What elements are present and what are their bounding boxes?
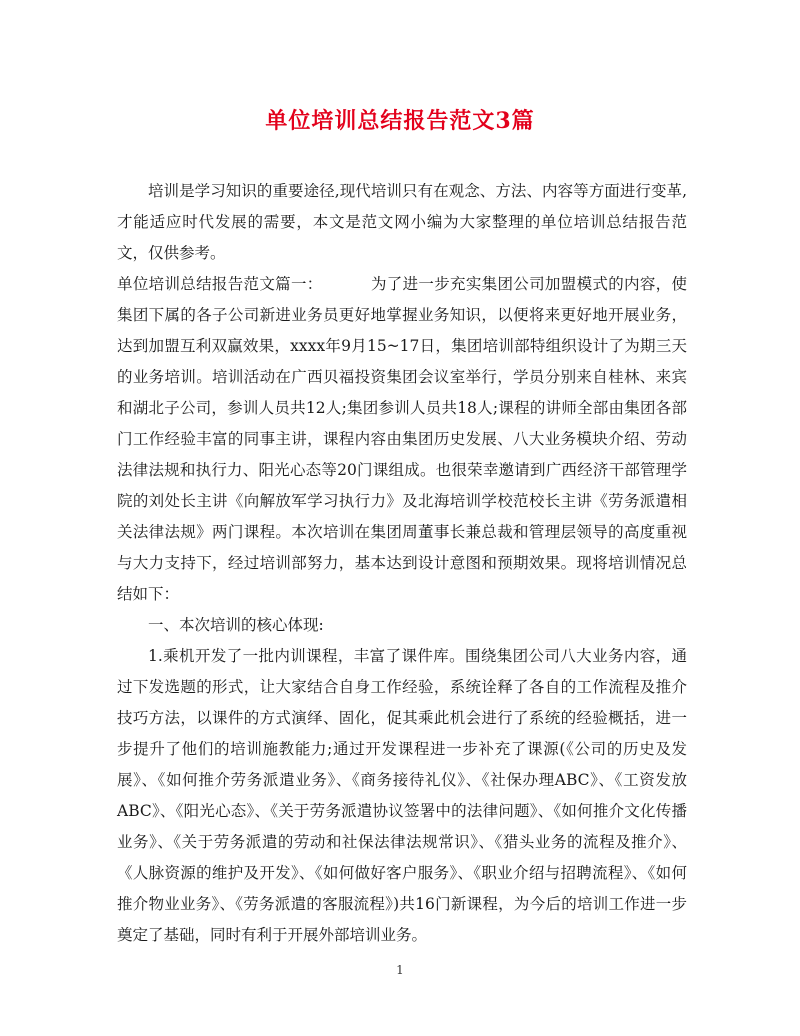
intro-paragraph: 培训是学习知识的重要途径,现代培训只有在观念、方法、内容等方面进行变革,才能适应时代发展的需要，本文是范文网小编为大家整理的单位培训总结报告范文，仅供参考。 bbox=[117, 182, 687, 262]
document-title: 单位培训总结报告范文3篇 bbox=[265, 108, 535, 134]
section-one-body: 为了进一步充实集团公司加盟模式的内容，使集团下属的各子公司新进业务员更好地掌握业务知识，以便将来更好地开展业务，达到加盟互利双赢效果，xxxx年9月15~17日，集团培训部特组织设计了为期三天的业务培训。培训活动在广西贝福投资集团会议室举行，学员分别来自桂林、来宾和湖北子公司，参训人员共12人;集团参训人员共18人;课程的讲师全部由集团各部门工作经验丰富的同事主讲，课程内容由集团历史发展、八大业务模块介绍、劳动法律法规和执行力、阳光心态等20门课组成。也很荣幸邀请到广西经济干部管理学院的刘处长主讲《向解放军学习执行力》及北海培训学校范校长主讲《劳务派遣相关法律法规》两门课程。本次培训在集团周董事长兼总裁和管理层领导的高度重视与大力支持下，经过培训部努力，基本达到设计意图和预期效果。现将培训情况总结如下： bbox=[117, 275, 687, 603]
section-one-paragraph bbox=[117, 269, 687, 610]
section-one-label: 单位培训总结报告范文篇一： bbox=[117, 275, 323, 293]
heading-one: 一、本次培训的核心体现: bbox=[148, 616, 324, 634]
item-one-paragraph: 1.乘机开发了一批内训课程，丰富了课件库。围绕集团公司八大业务内容，通过下发选题的形式，让大家结合自身工作经验，系统诠释了各自的工作流程及推介技巧方法，以课件的方式演绎、固化，促其乘此机会进行了系统的经验概括，进一步提升了他们的培训施教能力;通过开发课程进一步补充了课源(《公司的历史及发展》、《如何推介劳务派遣业务》、《商务接待礼仪》、《社保办理ABC》、《工资发放ABC》、《阳光心态》、《关于劳务派遣协议签署中的法律问题》、《如何推介文化传播业务》、《关于劳务派遣的劳动和社保法律法规常识》、《猎头业务的流程及推介》、《人脉资源的维护及开发》、《如何做好客户服务》、《职业介绍与招聘流程》、《如何推介物业业务》、《劳务派遣的客服流程》)共16门新课程，为今后的培训工作进一步奠定了基础，同时有利于开展外部培训业务。 bbox=[117, 647, 687, 944]
document-body bbox=[117, 176, 687, 951]
page-number: 1 bbox=[396, 963, 404, 977]
